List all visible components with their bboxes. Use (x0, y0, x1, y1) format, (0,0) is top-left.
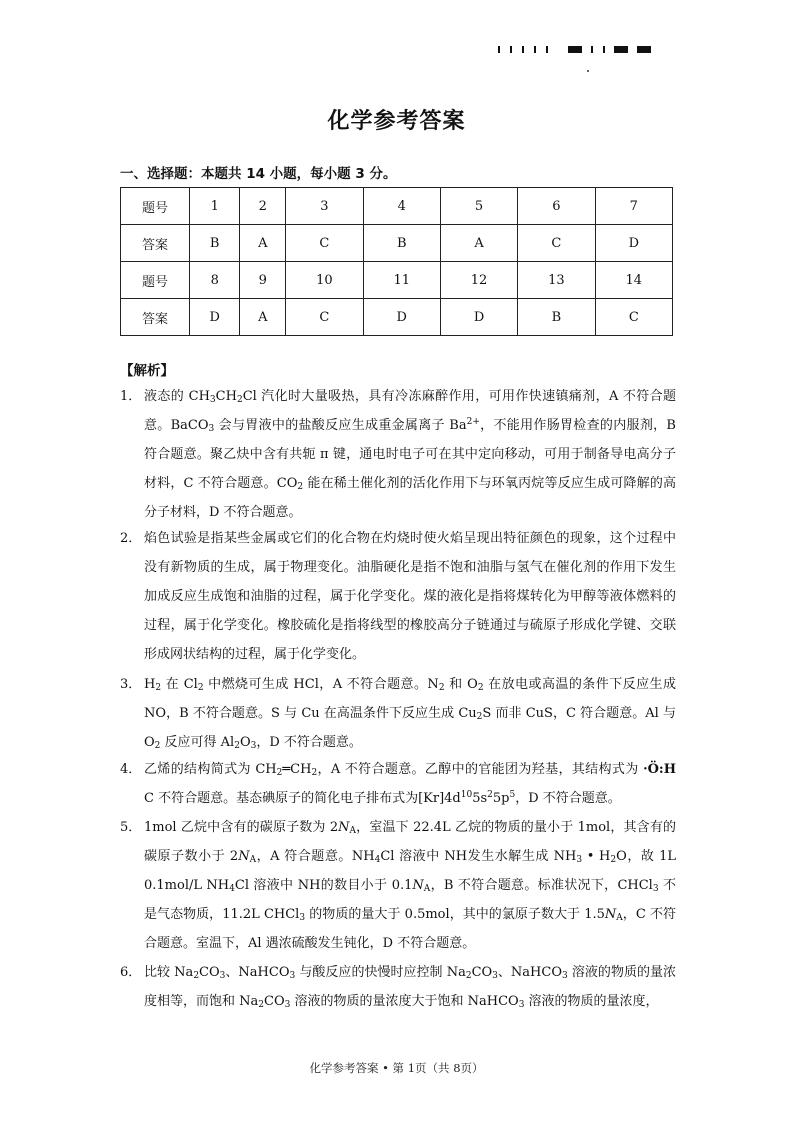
answer-row-2 (121, 299, 673, 336)
analysis-item-2 (120, 524, 676, 669)
question-number: 13 (518, 262, 595, 299)
question-row-1 (121, 188, 673, 225)
item-number: 1． (120, 389, 142, 404)
question-number: 5 (440, 188, 517, 225)
row-label-answer: 答案 (121, 299, 190, 336)
answer-cell: C (595, 299, 672, 336)
answer-cell: D (595, 225, 672, 262)
row-label-answer: 答案 (121, 225, 190, 262)
question-number: 9 (240, 262, 286, 299)
analysis-item-3 (120, 670, 676, 757)
row-label-question: 题号 (121, 262, 190, 299)
question-number: 7 (595, 188, 672, 225)
question-number: 8 (190, 262, 240, 299)
item-number: 6． (120, 965, 142, 980)
item-text: 液态的 $CH_3CH_2Cl$ 汽化时大量吸热，具有冷冻麻醉作用，可用作快速镇痛剂，A 不符合题意。BaCO$_3$ 会与胃液中的盐酸反应生成重金属离子 $Ba^{2+}$，不能用作肠胃检查的内服剂，B 符合题意。聚乙炔中含有共轭 π 键，通电时电子可在其中定向移动，可用于制备导电高分子材料，C 不符合题意。$CO_2$ 能在稀土催化剂的活化作用下与环氧丙烷等反应生成可降解的高分子材料，D 不符合题意。 (144, 389, 677, 520)
speck (587, 70, 589, 72)
question-number: 14 (595, 262, 672, 299)
item-number: 5． (120, 820, 142, 835)
analysis-item-6 (120, 958, 676, 1016)
question-number: 11 (363, 262, 440, 299)
question-number: 6 (518, 188, 595, 225)
answer-cell: C (286, 299, 363, 336)
answer-cell: C (286, 225, 363, 262)
question-number: 1 (190, 188, 240, 225)
item-text: 比较 $Na_2CO_3$、NaHCO$_3$ 与酸反应的快慢时应控制 $Na_2CO_3$、NaHCO$_3$ 溶液的物质的量浓度相等，而饱和 $Na_2CO_3$ 溶液的物质的量浓度大于饱和 NaHCO$_3$ 溶液的物质的量浓度， (144, 965, 677, 1010)
barcode-mark (498, 46, 656, 54)
item-number: 4． (120, 762, 142, 777)
answer-cell: A (440, 225, 517, 262)
question-number: 4 (363, 188, 440, 225)
item-number: 3． (120, 677, 142, 692)
question-number: 3 (286, 188, 363, 225)
question-number: 2 (240, 188, 286, 225)
answer-cell: D (363, 299, 440, 336)
page-footer: 化学参考答案 • 第 1页（共 8页） (309, 1061, 484, 1075)
item-text: $H_2$ 在 $Cl_2$ 中燃烧可生成 HCl，A 不符合题意。$N_2$ 和 $O_2$ 在放电或高温的条件下反应生成 NO，B 不符合题意。S 与 Cu 在高温条件下反应生成 $Cu_2S$ 而非 CuS，C 符合题意。Al 与 $O_2$ 反应可得 $Al_2O_3$，D 不符合题意。 (144, 677, 677, 751)
analysis-heading: 【解析】 (120, 363, 174, 379)
item-text: 焰色试验是指某些金属或它们的化合物在灼烧时使火焰呈现出特征颜色的现象，这个过程中没有新物质的生成，属于物理变化。油脂硬化是指不饱和油脂与氢气在催化剂的作用下发生加成反应生成饱和油脂的过程，属于化学变化。煤的液化是指将煤转化为甲醇等液体燃料的过程，属于化学变化。橡胶硫化是指将线型的橡胶高分子链通过与硫原子形成化学键、交联形成网状结构的过程，属于化学变化。 (144, 531, 676, 662)
answer-cell: C (518, 225, 595, 262)
answer-cell: B (518, 299, 595, 336)
item-number: 2． (120, 531, 142, 546)
analysis-item-1 (120, 382, 676, 527)
question-number: 10 (286, 262, 363, 299)
row-label-question: 题号 (121, 188, 190, 225)
answer-row-1 (121, 225, 673, 262)
answer-cell: A (240, 225, 286, 262)
page-title: 化学参考答案 (327, 109, 466, 134)
analysis-item-4 (120, 755, 676, 813)
answer-cell: A (240, 299, 286, 336)
question-number: 12 (440, 262, 517, 299)
question-row-2 (121, 262, 673, 299)
answer-table (120, 187, 673, 336)
answer-cell: D (190, 299, 240, 336)
answer-cell: B (190, 225, 240, 262)
section-title: 一、选择题：本题共 14 小题，每小题 3 分。 (120, 166, 397, 182)
analysis-item-5 (120, 813, 676, 958)
item-text: 1mol 乙烷中含有的碳原子数为 $2N_A$，室温下 22.4L 乙烷的物质的量小于 1mol，其含有的碳原子数小于 $2N_A$，A 符合题意。$NH_4Cl$ 溶液中 NH发生水解生成 $NH_3$ • $H_2O$，故 1L 0.1mol/L $NH_4Cl$ 溶液中 NH的数目小于 $0.1N_A$，B 不符合题意。标准状况下，CHCl$_3$ 不是气态物质，11.2L CHCl$_3$ 的物质的量大于 0.5mol，其中的氯原子数大于 $1.5N_A$，C 不符合题意。室温下，Al 遇浓硫酸发生钝化，D 不符合题意。 (144, 820, 677, 951)
item-text: 乙烯的结构简式为 $CH_2═CH_2$，A 不符合题意。乙醇中的官能团为羟基，其结构式为 ·Ö:H C 不符合题意。基态碘原子的简化电子排布式为$[Kr]4d^{10}5s^25p^5$，D 不符合题意。 (144, 762, 676, 806)
answer-cell: D (440, 299, 517, 336)
answer-cell: B (363, 225, 440, 262)
